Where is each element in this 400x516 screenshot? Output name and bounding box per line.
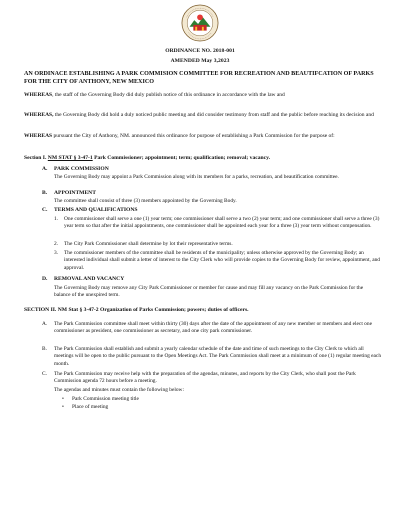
whereas-lead: WHEREAS (24, 92, 53, 98)
item-label: D. (42, 276, 48, 282)
whereas-2 (24, 112, 380, 120)
item-label: C. (42, 207, 48, 213)
term-text: One commissioner shall serve a one (1) year term; one commissioner shall serve a two (2) year term; and one commissioner shall serve a three (3) year term so that after the initial appointments, one commissioner shall be appointed each year for a three (3) year term without compensation. (64, 216, 380, 230)
bullet-dot: • (62, 404, 64, 410)
term-item-2 (54, 241, 380, 248)
item-text: The Park Commission may receive help with the preparation of the agendas, minutes, and reports by the City Clerk, who shall post the Park Commission agenda 72 hours before a meeting. (54, 371, 356, 385)
agenda-intro: The agendas and minutes must contain the following below: (54, 387, 184, 393)
item-letter: B. (42, 346, 47, 352)
item-letter: C. (42, 371, 47, 377)
section-2-item-a (42, 321, 382, 336)
city-seal-logo (181, 4, 219, 42)
term-number: 2. (54, 241, 59, 247)
section-1-item-d-heading (42, 276, 382, 284)
ordinance-number: ORDINANCE NO. 2018-001 (165, 48, 235, 54)
section-1-statute: NM STAT § 3-47-1 (47, 155, 93, 161)
term-number: 3. (54, 250, 59, 256)
whereas-text: the Governing Body did hold a duly noticed public meeting and did consider testimony from staff and the public before reaching its decision and (53, 112, 374, 118)
agenda-bullet (62, 396, 362, 403)
bullet-dot: • (62, 396, 64, 402)
whereas-1 (24, 92, 380, 100)
item-letter: A. (42, 321, 48, 327)
section-1-item-a-heading (42, 166, 382, 174)
item-heading: APPOINTMENT (54, 190, 96, 196)
whereas-text: pursuant the City of Anthony, NM. announced this ordinance for purpose of establishing a Park Commission for the purpose of: (52, 133, 335, 139)
section-1-item-c-heading (42, 207, 382, 215)
whereas-text: , the staff of the Governing Body did duly publish notice of this ordinance in accordance with the law and (52, 92, 285, 98)
section-1-heading (24, 155, 384, 163)
whereas-lead: WHEREAS, (24, 112, 54, 118)
item-label: B. (42, 190, 48, 196)
section-2-heading: SECTION II. NM Stat § 3-47-2 Organization of Parks Commission; powers; duties of officers. (24, 307, 249, 313)
item-text: The Park Commission committee shall meet within thirty (30) days after the date of the appointment of any new member or members and elect one commissioner as president, one commissioner as secretary, and one city park commissioner. (54, 321, 372, 335)
item-heading: REMOVAL AND VACANCY (54, 276, 125, 282)
section-1-item-d-text: The Governing Body may remove any City Park Commissioner or member for cause and may fill any vacancy on the Park Commission for the balance of the unexpired term. (54, 285, 364, 299)
item-label: A. (42, 166, 48, 172)
section-2-item-c (42, 371, 382, 386)
item-text: The Park Commission shall establish and submit a yearly calendar schedule of the date and time of such meetings to the City Clerk to which all meetings will be open to the public pursuant to the Open Meetings Act. The Park Commission shall meet at a minimum of one (1) regular meeting each month. (54, 346, 382, 367)
section-1-item-b-heading (42, 190, 382, 198)
ordinance-title: AN ORDINACE ESTABLISHING A PARK COMMISION COMMITTEE FOR RECREATION AND BEAUTIFCATION OF PARKS FOR THE CITY OF ANTHONY, NEW MEXICO (24, 71, 374, 86)
section-1-item-a-text: The Governing Body may appoint a Park Commission along with its members for a parks, recreation, and beautification committee. (54, 174, 339, 180)
amended-date: AMENDED May 3,2023 (170, 58, 230, 64)
item-heading: TERMS AND QUALIFICATIONS (54, 207, 138, 213)
bullet-text: Park Commission meeting title (72, 396, 139, 402)
agenda-bullet (62, 404, 362, 411)
section-1-item-b-text: The committee shall consist of three (3) members appointed by the Governing Body. (54, 198, 237, 204)
term-number: 1. (54, 216, 59, 222)
bullet-text: Place of meeting (72, 404, 109, 410)
section-2-item-b (42, 346, 382, 368)
item-heading: PARK COMMISSION (54, 166, 109, 172)
term-text: The commissioner members of the committee shall be residents of the municipality; unless otherwise approved by the Governing Body; an interested individual shall submit a letter of interest to the City Clerk who will provide copies to the Governing Body for review, appointment, and approval. (64, 250, 380, 271)
section-1-title: Park Commissioner; appointment; term; qualification; removal; vacancy. (92, 155, 271, 161)
term-text: The City Park Commissioner shall determine by lot their representative terms. (64, 241, 233, 247)
whereas-3 (24, 133, 380, 141)
whereas-lead: WHEREAS (24, 133, 53, 139)
term-item-3 (54, 250, 380, 272)
term-item-1 (54, 216, 380, 231)
section-1-prefix: Section I. (24, 155, 48, 161)
